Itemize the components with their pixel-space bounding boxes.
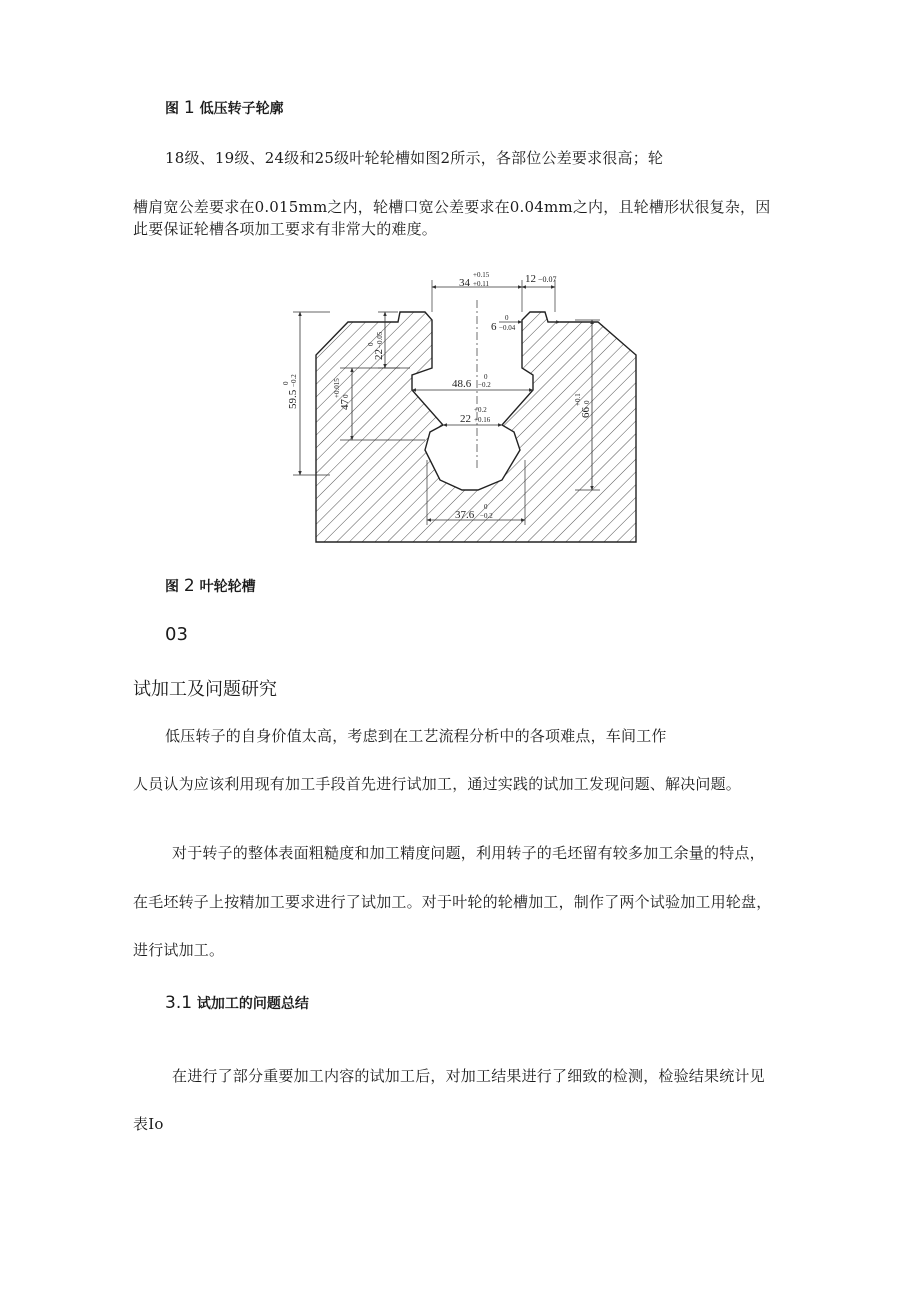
paragraph-4-line-1: 在进行了部分重要加工内容的试加工后，对加工结果进行了细致的检测，检验结果统计见 [172,1067,765,1085]
dim-47-value: 47 [339,399,351,410]
dim-66-value: 66 [580,407,592,418]
dim-34-tol-upper: +0.15 [473,271,490,279]
subsection-heading [165,993,309,1013]
figure-1-number: 1 [183,98,195,118]
dim-59-5-value: 59.5 [287,389,299,409]
paragraph-1-line-1: 18级、19级、24级和25级叶轮轮槽如图2所示，各部位公差要求很高；轮 [165,149,664,167]
figure-1-caption [165,98,284,118]
dim-22-shoulder-tol-lower: −0.05 [376,331,384,348]
dim-22-slot-tol-lower: +0.16 [474,416,491,424]
dim-6-tol-upper: 0 [505,314,509,322]
paragraph-1-line-2: 槽肩宽公差要求在0.015mm之内，轮槽口宽公差要求在0.04mm之内，且轮槽形状很复杂，因 [133,198,771,216]
section-number: 03 [165,624,188,645]
dim-12-tol: −0.07 [538,275,557,284]
paragraph-3-line-3: 进行试加工。 [133,941,225,959]
dim-22-shoulder-value: 22 [373,349,385,360]
dim-22-shoulder-tol-upper: 0 [367,342,375,346]
dim-48-6-value: 48.6 [452,378,472,390]
figure-2-caption [165,576,256,596]
dim-47-tol-lower: 0 [342,394,350,398]
dim-37-6-tol-upper: 0 [484,503,488,511]
paragraph-3-line-1: 对于转子的整体表面粗糙度和加工精度问题，利用转子的毛坯留有较多加工余量的特点， [172,844,765,862]
dim-66-tol-lower: 0 [583,400,591,404]
dim-6-value: 6 [491,321,497,333]
paragraph-4-line-2: 表Io [133,1115,164,1133]
subsection-title: 试加工的问题总结 [196,996,309,1012]
dim-6-tol-lower: −0.04 [499,324,516,332]
dim-66-tol-upper: +0.1 [574,393,582,406]
dim-22-slot-value: 22 [460,413,471,425]
paragraph-2-line-1: 低压转子的自身价值太高，考虑到在工艺流程分析中的各项难点，车间工作 [165,727,667,745]
dim-48-6-tol-upper: 0 [484,373,488,381]
figure-1-title: 低压转子轮廓 [199,101,284,117]
paragraph-1-line-3: 此要保证轮槽各项加工要求有非常大的难度。 [133,220,438,238]
figure-2-number: 2 [183,576,195,596]
subsection-number: 3.1 [165,993,193,1013]
dim-34-tol-lower: +0.11 [473,280,489,288]
dim-59-5-tol-lower: −0.2 [290,374,298,387]
dim-12-value: 12 [525,273,536,285]
dim-37-6-value: 37.6 [455,509,475,521]
impeller-slot-drawing [250,262,670,552]
dim-37-6-tol-lower: −0.2 [480,512,493,520]
dim-34-value: 34 [459,277,470,289]
paragraph-3-line-2: 在毛坯转子上按精加工要求进行了试加工。对于叶轮的轮槽加工，制作了两个试验加工用轮盘， [133,893,772,911]
dim-47-tol-upper: +0.015 [333,378,341,398]
section-title: 试加工及问题研究 [133,679,277,700]
dim-48-6-tol-lower: −0.2 [478,381,491,389]
paragraph-2-line-2: 人员认为应该利用现有加工手段首先进行试加工，通过实践的试加工发现问题、解决问题。 [133,775,742,793]
rotor-section-body [316,312,636,542]
dim-59-5-tol-upper: 0 [282,381,290,385]
figure-1-prefix: 图 [165,101,179,117]
figure-2-prefix: 图 [165,579,179,595]
figure-2-title: 叶轮轮槽 [199,579,256,595]
dim-22-slot-tol-upper: +0.2 [474,406,487,414]
